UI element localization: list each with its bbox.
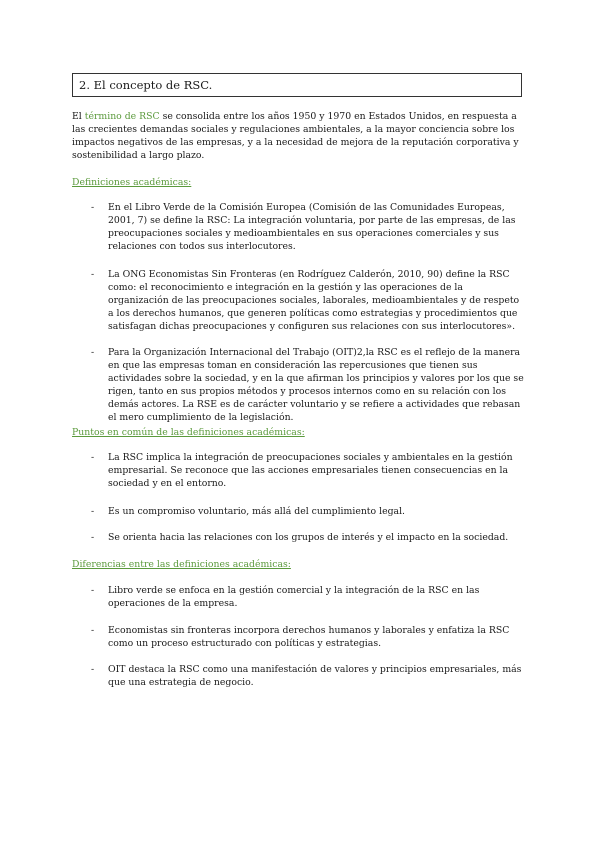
list-item-text: En el Libro Verde de la Comisión Europea (Comisión de las Comunidades Europeas, 2001, 7) se define la RSC: La integración voluntaria, por parte de las empresas, de las preocupaciones sociales y medioambientales en sus operaciones comerciales y sus relaciones con todos sus interlocutores. — [108, 202, 516, 252]
bullet-dash: - — [91, 347, 95, 358]
intro-paragraph — [72, 110, 522, 162]
bullet-dash: - — [91, 625, 95, 636]
bullet-dash: - — [91, 585, 95, 596]
intro-post: se consolida entre los años 1950 y 1970 en Estados Unidos, en respuesta a las crecientes demandas sociales y regulaciones ambientales, a la mayor conciencia sobre los impactos negativos de las empresas, y a la necesidad de mejora de la reputación corporativa y sostenibilidad a largo plazo. — [72, 111, 519, 161]
list-item-text: Se orienta hacia las relaciones con los grupos de interés y el impacto en la sociedad. — [108, 532, 509, 543]
list-item-text: OIT destaca la RSC como una manifestación de valores y principios empresariales, más que una estrategia de negocio. — [108, 664, 522, 688]
list-item-text: La ONG Economistas Sin Fronteras (en Rodríguez Calderón, 2010, 90) define la RSC como: el reconocimiento e integración en la gestión y las operaciones de la organización de las preocupaciones sociales, laborales, medioambientales y de respeto a los derechos humanos, que generen políticas como estrategias y procedimientos que satisfagan dichas preocupaciones y configuren sus relaciones con sus interlocutores». — [108, 269, 520, 332]
intro-term-link[interactable]: término de RSC — [84, 111, 160, 122]
list-item-text: La RSC implica la integración de preocupaciones sociales y ambientales en la gestión empresarial. Se reconoce que las acciones empresariales tienen consecuencias en la sociedad y en el entorno. — [108, 452, 513, 489]
bullet-dash: - — [91, 269, 95, 280]
section-title-common-points: Puntos en común de las definiciones académicas: — [72, 427, 305, 438]
bullet-dash: - — [91, 532, 95, 543]
intro-pre: El — [72, 111, 85, 122]
bullet-dash: - — [91, 202, 95, 213]
list-item-text: Economistas sin fronteras incorpora derechos humanos y laborales y enfatiza la RSC como un proceso estructurado con políticas y estrategias. — [108, 625, 510, 649]
section-heading: 2. El concepto de RSC. — [72, 73, 522, 97]
section-title-definitions: Definiciones académicas: — [72, 177, 192, 188]
list-item-text: Es un compromiso voluntario, más allá del cumplimiento legal. — [108, 506, 405, 517]
list-item-text: Para la Organización Internacional del Trabajo (OIT)2,la RSC es el reflejo de la manera en que las empresas toman en consideración las repercusiones que tienen sus actividades sobre la sociedad, y en la que afirman los principios y valores por los que se rigen, tanto en sus propios métodos y procesos internos como en su relación con los demás actores. La RSE es de carácter voluntario y se refiere a actividades que rebasan el mero cumplimiento de la legislación. — [108, 347, 524, 423]
section-title-differences: Diferencias entre las definiciones académicas: — [72, 559, 291, 570]
bullet-dash: - — [91, 664, 95, 675]
bullet-dash: - — [91, 452, 95, 463]
list-item-text: Libro verde se enfoca en la gestión comercial y la integración de la RSC en las operaciones de la empresa. — [108, 585, 480, 609]
bullet-dash: - — [91, 506, 95, 517]
